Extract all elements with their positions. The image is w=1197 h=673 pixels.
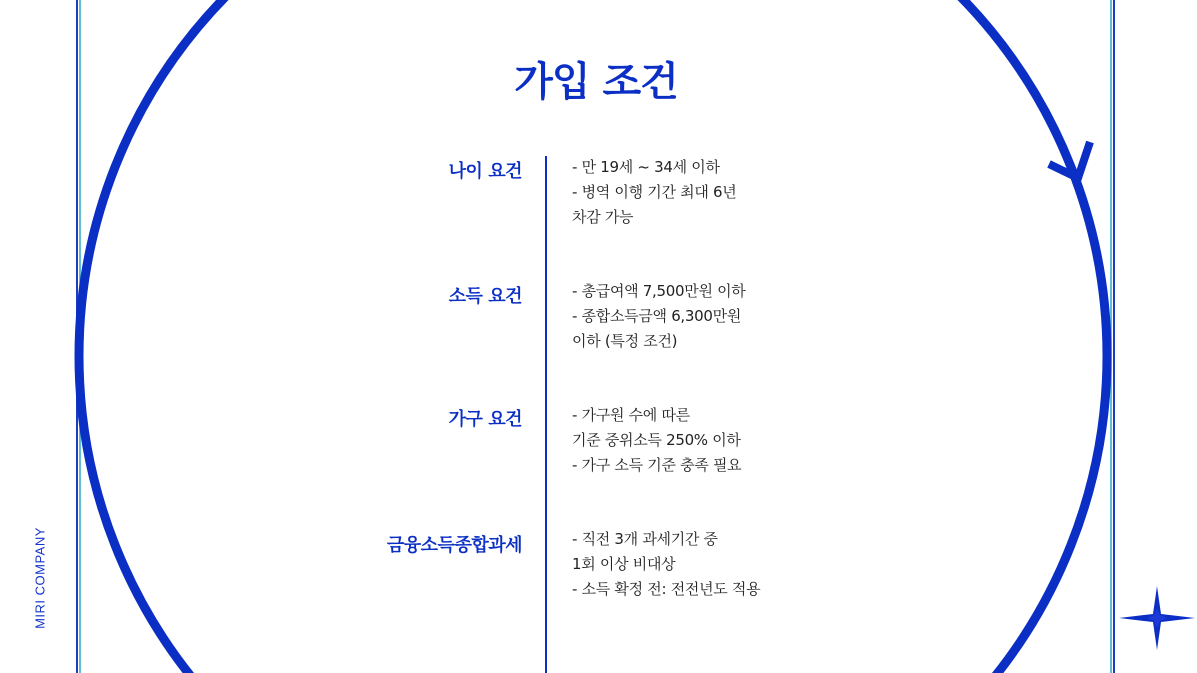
detail-line: 기준 중위소득 250% 이하 (572, 431, 741, 449)
requirement-label-household: 가구 요건 (448, 409, 522, 430)
four-point-star-icon (1119, 586, 1195, 650)
detail-line: - 종합소득금액 6,300만원 (572, 307, 742, 325)
requirement-detail-household (572, 403, 802, 478)
detail-line: - 만 19세 ~ 34세 이하 (572, 158, 720, 176)
detail-line: - 총급여액 7,500만원 이하 (572, 282, 746, 300)
detail-line: 1회 이상 비대상 (572, 555, 676, 573)
page-title: 가입 조건 (514, 59, 678, 105)
detail-line: - 직전 3개 과세기간 중 (572, 530, 718, 548)
requirement-label-income: 소득 요건 (448, 286, 522, 307)
company-label: MIRI COMPANY (32, 527, 48, 629)
requirement-detail-age (572, 155, 802, 230)
requirement-label-age: 나이 요건 (448, 161, 522, 182)
detail-line: - 소득 확정 전: 전전년도 적용 (572, 580, 761, 598)
requirement-detail-income (572, 279, 802, 354)
detail-line: 이하 (특정 조건) (572, 332, 678, 350)
requirement-detail-financial-income (572, 527, 802, 602)
requirement-label-financial-income: 금융소득종합과세 (386, 535, 522, 556)
center-divider (545, 156, 547, 673)
detail-line: - 가구원 수에 따른 (572, 406, 690, 424)
detail-line: - 병역 이행 기간 최대 6년 (572, 183, 737, 201)
detail-line: - 가구 소득 기준 충족 필요 (572, 456, 742, 474)
detail-line: 차감 가능 (572, 208, 634, 226)
